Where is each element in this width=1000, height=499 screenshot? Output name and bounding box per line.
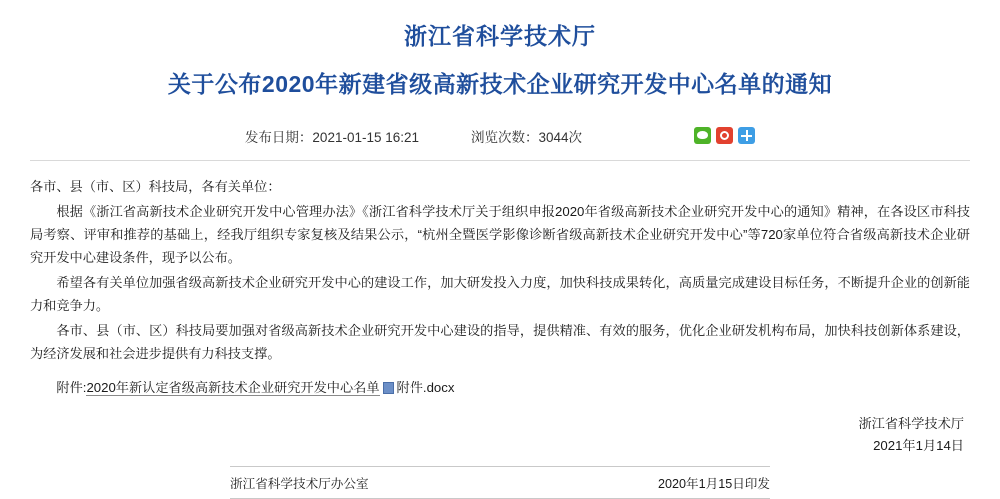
document-body [30, 175, 970, 399]
attachment-label: 附件: [56, 379, 87, 395]
attachment-line [30, 376, 970, 399]
share-bar [694, 127, 755, 144]
footer-issuer: 浙江省科学技术厅办公室 [230, 476, 369, 491]
view-count: 浏览次数：3044次 [471, 129, 583, 145]
paragraph-2: 希望各有关单位加强省级高新技术企业研究开发中心的建设工作，加大研发投入力度，加快科技成果转化，高质量完成建设目标任务，不断提升企业的创新能力和竞争力。 [30, 275, 970, 314]
organization-title: 浙江省科学技术厅 [404, 23, 596, 49]
signature-block [0, 413, 964, 458]
signature-date: 2021年1月14日 [873, 438, 964, 454]
footer-issue-date: 2020年1月15日印发 [658, 476, 770, 491]
page-title: 关于公布2020年新建省级高新技术企业研究开发中心名单的通知 [167, 70, 833, 97]
attachment-filename[interactable]: 附件.docx [396, 379, 455, 395]
paragraph-1: 根据《浙江省高新技术企业研究开发中心管理办法》《浙江省科学技术厅关于组织申报2020年省级高新技术企业研究开发中心的通知》精神，在各设区市科技局考察、评审和推荐的基础上，经我厅组织专家复核及结果公示，“杭州全暨医学影像诊断省级高新技术企业研究开发中心”等720家单位符合省级高新技术企业研究开发中心建设条件，现予以公布。 [30, 203, 970, 266]
publish-date: 发布日期：2021-01-15 16:21 [244, 129, 420, 145]
paragraph-3: 各市、县（市、区）科技局要加强对省级高新技术企业研究开发中心建设的指导，提供精准、有效的服务，优化企业研发机构布局，加快科技创新体系建设，为经济发展和社会进步提供有力科技支撑。 [30, 323, 970, 362]
footer-row [230, 473, 770, 492]
more-share-icon[interactable] [738, 127, 755, 144]
footer-divider-bottom [230, 498, 770, 499]
header-divider [30, 160, 970, 161]
attachment-link[interactable]: 2020年新认定省级高新技术企业研究开发中心名单 [86, 379, 380, 395]
footer-divider-top [230, 466, 770, 467]
salutation: 各市、县（市、区）科技局，各有关单位： [30, 178, 281, 194]
signature-org: 浙江省科学技术厅 [858, 415, 964, 431]
weibo-share-icon[interactable] [716, 127, 733, 144]
document-meta [0, 126, 1000, 146]
wechat-share-icon[interactable] [694, 127, 711, 144]
word-document-icon [383, 382, 394, 394]
